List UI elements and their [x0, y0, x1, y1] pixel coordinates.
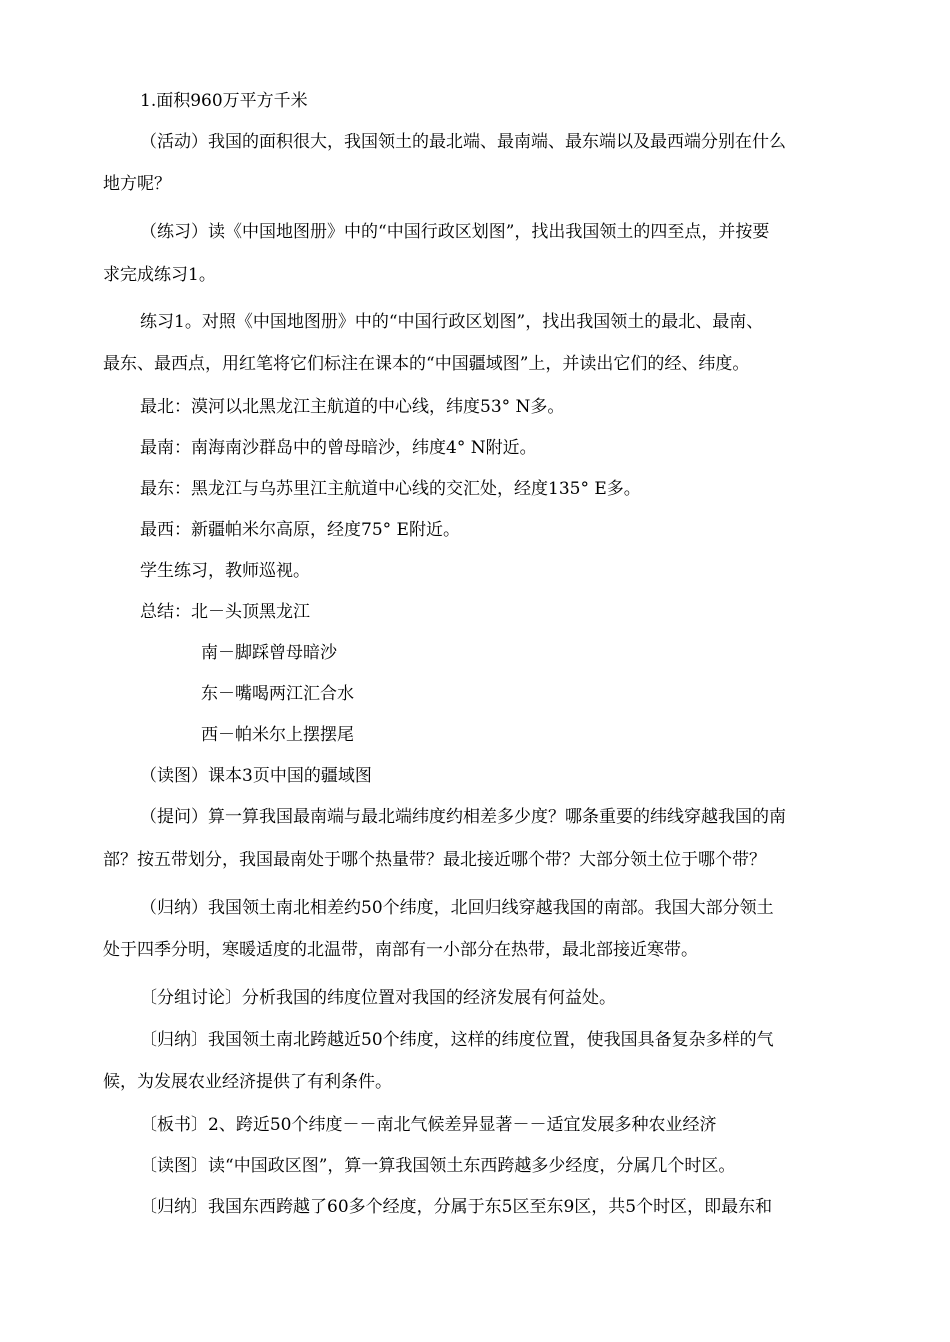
- paragraph-line: 〔板书〕2、跨近50个纬度－－南北气候差异显著－－适宜发展多种农业经济: [140, 1115, 717, 1135]
- paragraph-line: （提问）算一算我国最南端与最北端纬度约相差多少度？哪条重要的纬线穿越我国的南: [140, 807, 786, 827]
- paragraph-line: 最东：黑龙江与乌苏里江主航道中心线的交汇处，经度135° E多。: [140, 479, 641, 499]
- paragraph-line: （读图）课本3页中国的疆域图: [140, 766, 372, 786]
- paragraph-line: 〔分组讨论〕分析我国的纬度位置对我国的经济发展有何益处。: [140, 988, 616, 1008]
- paragraph-line: 最西：新疆帕米尔高原，经度75° E附近。: [140, 520, 460, 540]
- paragraph-line: 地方呢？: [103, 174, 171, 194]
- paragraph-line: 候，为发展农业经济提供了有利条件。: [103, 1072, 392, 1092]
- paragraph-line: （活动）我国的面积很大，我国领土的最北端、最南端、最东端以及最西端分别在什么: [140, 132, 786, 152]
- paragraph-line: 〔归纳〕我国领土南北跨越近50个纬度，这样的纬度位置，使我国具备复杂多样的气: [140, 1030, 774, 1050]
- paragraph-line: （归纳）我国领土南北相差约50个纬度，北回归线穿越我国的南部。我国大部分领土: [140, 898, 774, 918]
- paragraph-line: 〔读图〕读“中国政区图”，算一算我国领土东西跨越多少经度，分属几个时区。: [140, 1156, 736, 1176]
- paragraph-line: 求完成练习1。: [103, 265, 216, 285]
- paragraph-line: 学生练习，教师巡视。: [140, 561, 310, 581]
- summary-line: 总结：北－头顶黑龙江: [140, 602, 310, 622]
- paragraph-line: 练习1。对照《中国地图册》中的“中国行政区划图”，找出我国领土的最北、最南、: [140, 312, 764, 332]
- paragraph-line: 最北：漠河以北黑龙江主航道的中心线，纬度53° N多。: [140, 397, 565, 417]
- summary-line: 南－脚踩曾母暗沙: [201, 643, 337, 663]
- paragraph-line: 最南：南海南沙群岛中的曾母暗沙，纬度4° N附近。: [140, 438, 537, 458]
- paragraph-line: （练习）读《中国地图册》中的“中国行政区划图”，找出我国领土的四至点，并按要: [140, 222, 770, 242]
- paragraph-line: 最东、最西点，用红笔将它们标注在课本的“中国疆域图”上，并读出它们的经、纬度。: [103, 354, 750, 374]
- paragraph-line: 部？按五带划分，我国最南处于哪个热量带？最北接近哪个带？大部分领土位于哪个带？: [103, 850, 766, 870]
- summary-line: 东－嘴喝两江汇合水: [201, 684, 354, 704]
- summary-line: 西－帕米尔上摆摆尾: [201, 725, 354, 745]
- paragraph-line: 处于四季分明，寒暖适度的北温带，南部有一小部分在热带，最北部接近寒带。: [103, 940, 698, 960]
- section-heading: 1.面积960万平方千米: [140, 91, 308, 111]
- paragraph-line: 〔归纳〕我国东西跨越了60多个经度，分属于东5区至东9区，共5个时区，即最东和: [140, 1197, 773, 1217]
